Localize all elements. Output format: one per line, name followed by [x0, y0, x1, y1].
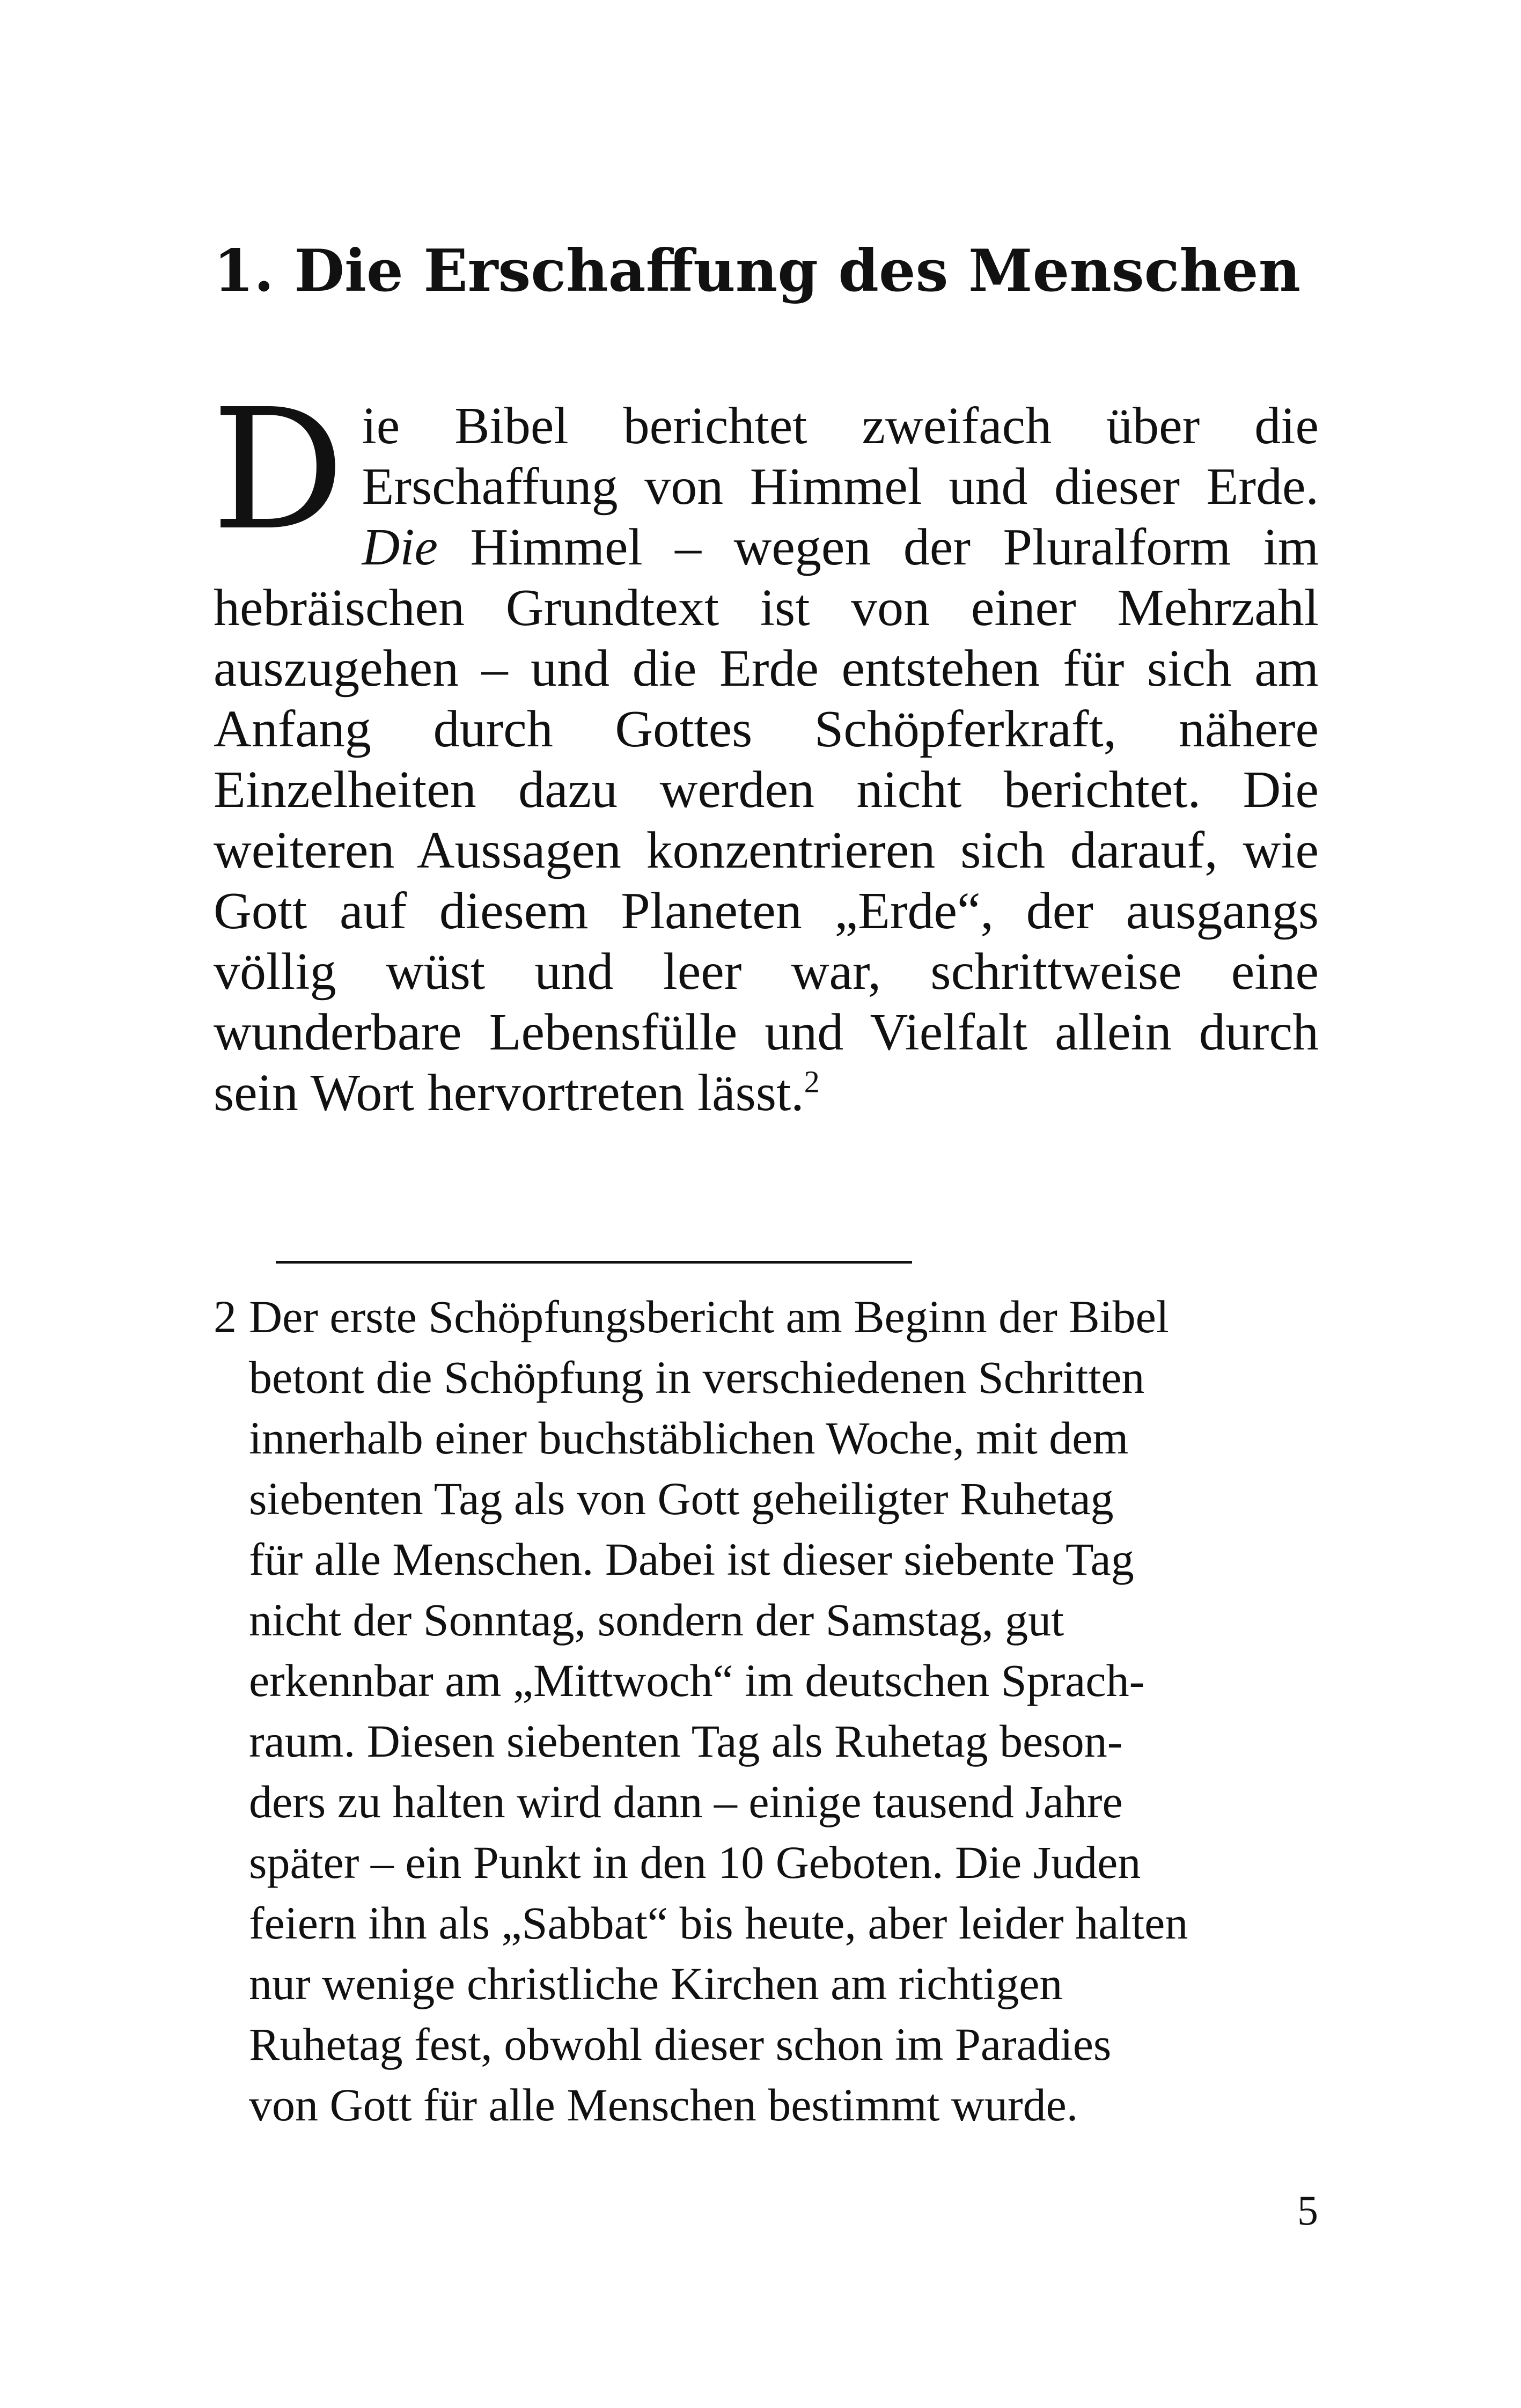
footnote-line-text: Der erste Schöpfungsbericht am Beginn der Bibel — [249, 1291, 1169, 1342]
footnote-number: 2 — [214, 1291, 237, 1342]
footnote-line: nicht der Sonntag, sondern der Samstag, gut — [249, 1594, 1064, 1646]
drop-cap: D — [211, 373, 345, 567]
footnote-line: feiern ihn als „Sabbat“ bis heute, aber leider halten — [249, 1897, 1188, 1949]
footnote-line: raum. Diesen siebenten Tag als Ruhetag beson- — [249, 1715, 1123, 1767]
footnote-line: siebenten Tag als von Gott geheiligter Ruhetag — [249, 1473, 1114, 1524]
chapter-title: 1. Die Erschaffung des Menschen — [214, 237, 1301, 305]
footnote-line: ders zu halten wird dann – einige tausend Jahre — [249, 1776, 1123, 1827]
body-text-start: ie Bibel berichtet zweifach über die Erschaffung von Himmel und dieser Erde. — [362, 397, 1319, 516]
footnote — [214, 1287, 1319, 2135]
body-italic-word: Die — [362, 518, 438, 576]
footnote-line: nur wenige christliche Kirchen am richtigen — [249, 1958, 1063, 2009]
footnote-line — [214, 1287, 1319, 1347]
footnote-line: erkennbar am „Mittwoch“ im deutschen Sprach- — [249, 1655, 1145, 1706]
footnote-line: für alle Menschen. Dabei ist dieser siebente Tag — [249, 1533, 1134, 1585]
footnote-reference: 2 — [804, 1064, 820, 1099]
footnote-line: innerhalb einer buchstäblichen Woche, mit dem — [249, 1412, 1129, 1464]
page-number: 5 — [1297, 2187, 1318, 2234]
footnote-line: betont die Schöpfung in verschiedenen Schritten — [249, 1352, 1145, 1403]
footnote-line: Ruhetag fest, obwohl dieser schon im Paradies — [249, 2018, 1112, 2070]
footnote-divider — [276, 1261, 912, 1264]
body-text-main: Himmel – wegen der Pluralform im hebräischen Grundtext ist von einer Mehrzahl auszugehen – und die Erde entstehen für sich am Anfang durch Gottes Schöpferkraft, nähere Einzelheiten dazu werden nicht berichtet. Die weiteren Aussagen konzentrieren sich darauf, wie Gott auf diesem Planeten „Erde“, der ausgangs völlig wüst und leer war, schrittweise eine wunderbare Lebensfülle und Vielfalt allein durch sein Wort hervortreten lässt. — [214, 518, 1319, 1122]
body-paragraph — [211, 373, 1319, 1124]
footnote-line: von Gott für alle Menschen bestimmt wurde. — [249, 2079, 1078, 2131]
footnote-line: später – ein Punkt in den 10 Geboten. Die Juden — [249, 1837, 1141, 1888]
